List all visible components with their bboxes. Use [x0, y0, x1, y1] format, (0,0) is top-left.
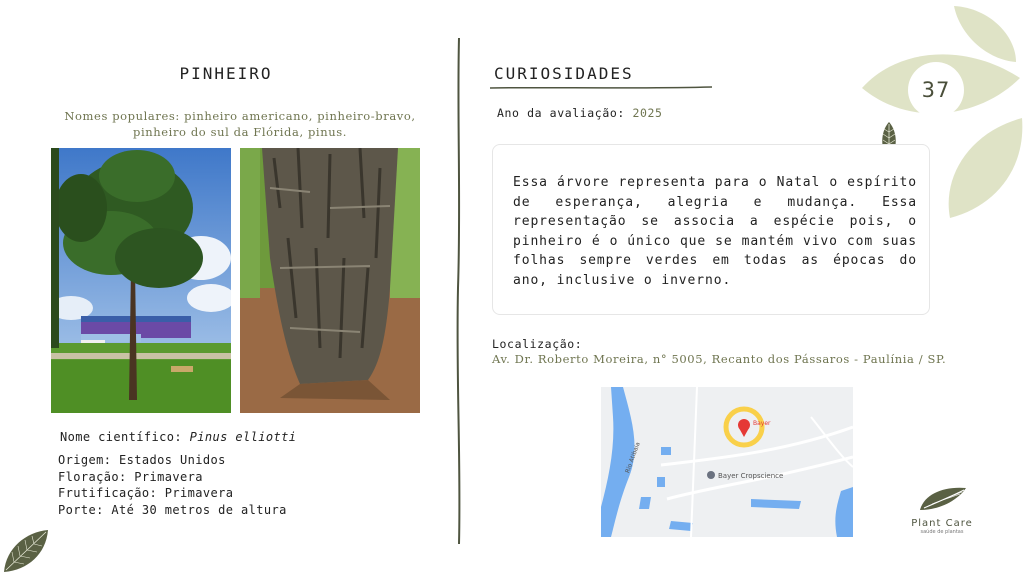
fruiting: Frutificação: Primavera [58, 486, 234, 500]
logo-name: Plant Care [911, 518, 973, 529]
column-divider [453, 38, 465, 544]
plant-details [58, 452, 287, 518]
location-label: Localização: [492, 337, 583, 351]
decorative-leaf-bottom-left [0, 526, 52, 576]
bark-photo [240, 148, 420, 413]
place-marker-icon[interactable] [707, 471, 715, 479]
scientific-name-label: Nome científico: [60, 430, 190, 444]
plant-care-logo-icon [914, 484, 970, 514]
evaluation-year-label: Ano da avaliação: [497, 106, 633, 120]
plant-care-logo [902, 484, 982, 540]
scientific-name-value: Pinus elliotti [189, 430, 297, 444]
curiosity-card [492, 144, 930, 315]
logo-tagline: saúde de plantas [920, 529, 964, 535]
page-number-badge [908, 62, 964, 118]
page-number: 37 [921, 78, 951, 102]
map-road-label: Rio Atibaia [624, 441, 642, 475]
popular-names-line-2: pinheiro do sul da Flórida, pinus. [133, 125, 347, 139]
scientific-name [60, 429, 296, 446]
tree-photo [51, 148, 231, 413]
origin: Origem: Estados Unidos [58, 453, 226, 467]
popular-names-line-1: Nomes populares: pinheiro americano, pinheiro-bravo, [64, 109, 416, 123]
location-address: Av. Dr. Roberto Moreira, n° 5005, Recanto dos Pássaros - Paulínia / SP. [492, 352, 947, 366]
curiosity-text: Essa árvore representa para o Natal o espírito de esperança, alegria e mudança. Essa representação se associa a espécie pois, o pinheiro é o único que se mantém vivo com suas folhas sempre verdes em todas as épocas do ano, inclusive o inverno. [513, 175, 917, 288]
location-map[interactable] [601, 387, 853, 537]
map-place-label: Bayer Cropscience [718, 472, 784, 480]
map-pin-label: Bayer [753, 420, 771, 427]
popular-names [30, 108, 450, 140]
section-title-curiosities: CURIOSIDADES [494, 64, 634, 83]
title-underline [488, 84, 714, 92]
size: Porte: Até 30 metros de altura [58, 502, 287, 517]
flowering: Floração: Primavera [58, 469, 203, 484]
plant-title: PINHEIRO [179, 64, 273, 83]
evaluation-year-value: 2025 [632, 106, 663, 120]
evaluation-year [497, 106, 663, 120]
